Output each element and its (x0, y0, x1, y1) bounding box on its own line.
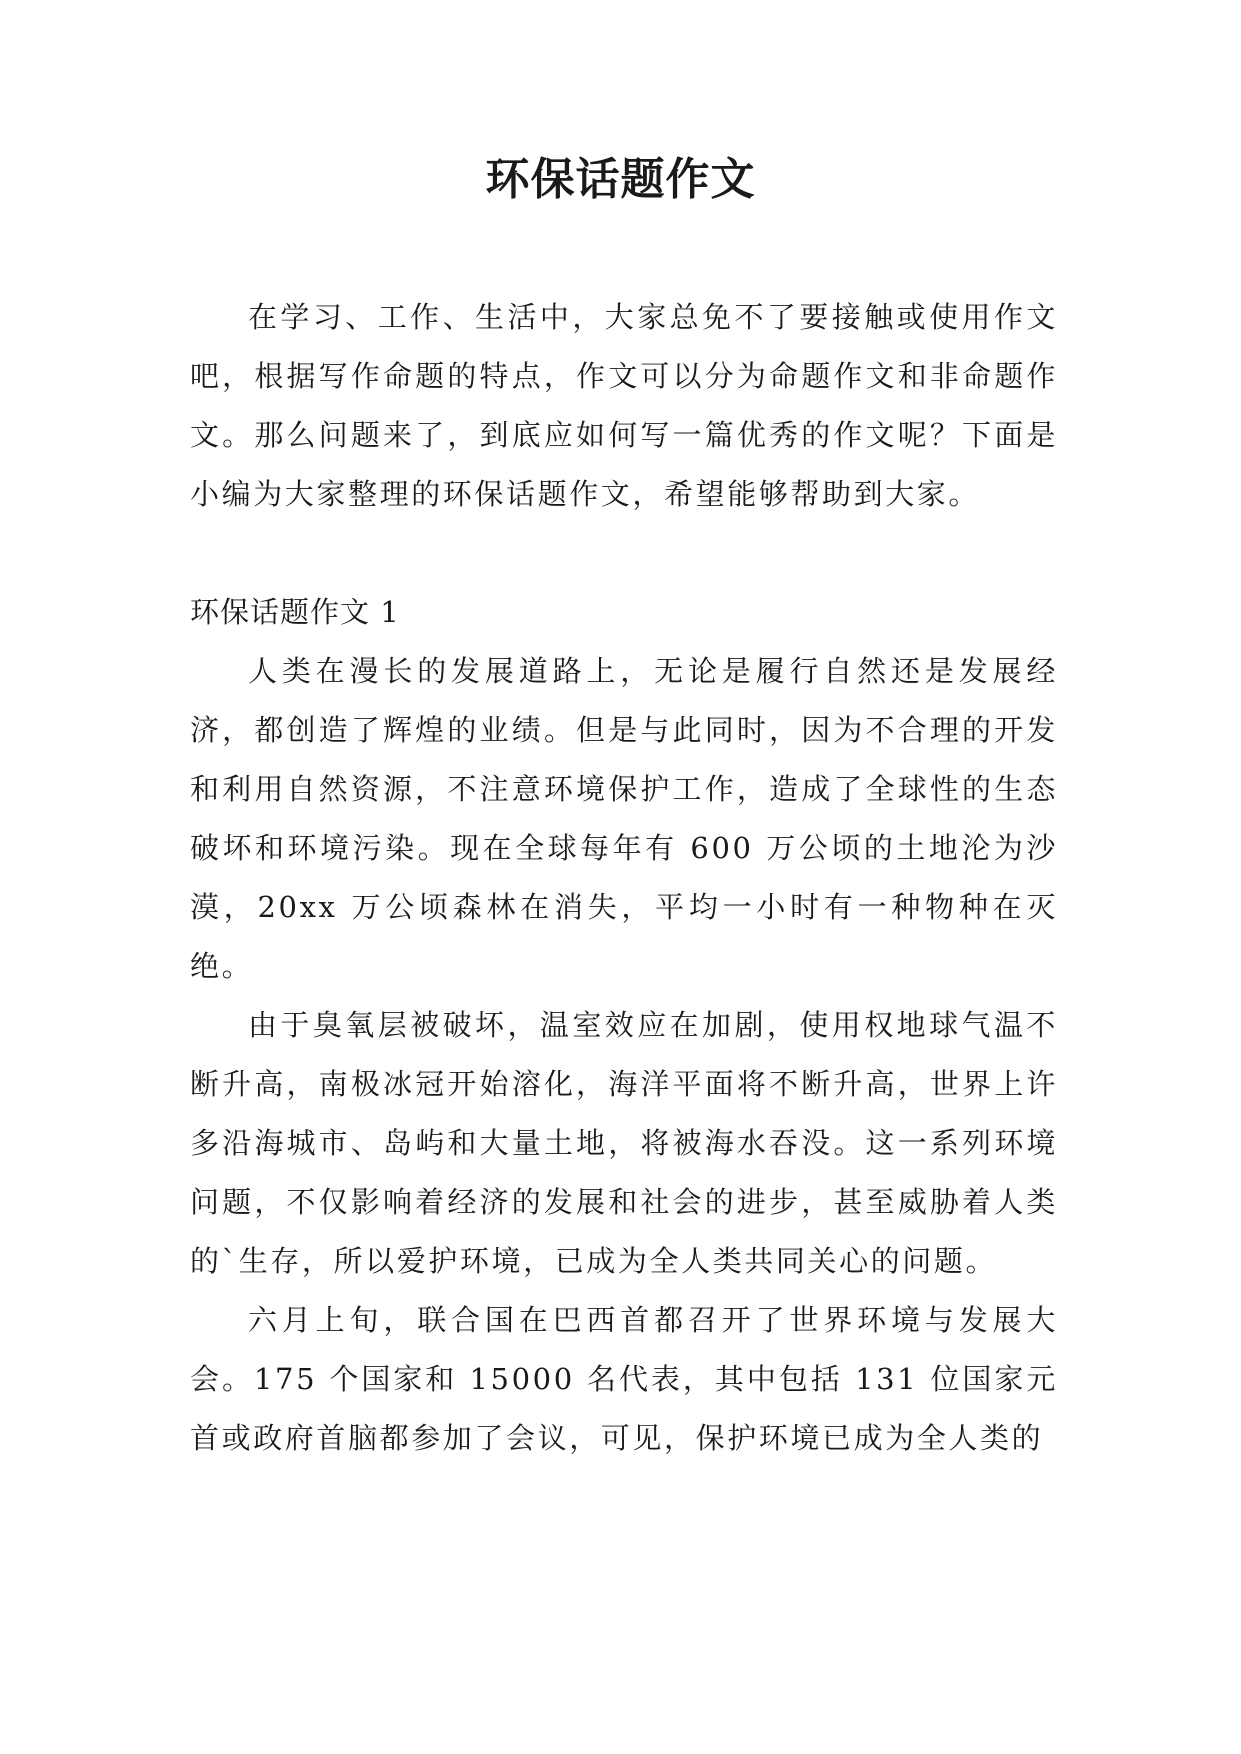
section-heading: 环保话题作文 1 (190, 595, 400, 629)
intro-paragraph: 在学习、工作、生活中，大家总免不了要接触或使用作文吧，根据写作命题的特点，作文可以分为命题作文和非命题作文。那么问题来了，到底应如何写一篇优秀的作文呢？下面是小编为大家整理的环保话题作文，希望能够帮助到大家。 (190, 300, 1058, 511)
document-title: 环保话题作文 (485, 154, 756, 205)
body-paragraph-2: 由于臭氧层被破坏，温室效应在加剧，使用权地球气温不断升高，南极冰冠开始溶化，海洋平面将不断升高，世界上许多沿海城市、岛屿和大量土地，将被海水吞没。这一系列环境问题，不仅影响着经济的发展和社会的进步，甚至威胁着人类的`生存，所以爱护环境，已成为全人类共同关心的问题。 (190, 1008, 1058, 1278)
section-spacer (190, 524, 1058, 583)
document-body (190, 288, 1058, 1468)
body-paragraph-1: 人类在漫长的发展道路上，无论是履行自然还是发展经济，都创造了辉煌的业绩。但是与此同时，因为不合理的开发和利用自然资源，不注意环境保护工作，造成了全球性的生态破坏和环境污染。现在全球每年有 600 万公顷的土地沦为沙漠，20xx 万公顷森林在消失，平均一小时有一种物种在灭绝。 (190, 654, 1058, 983)
body-paragraph-3: 六月上旬，联合国在巴西首都召开了世界环境与发展大会。175 个国家和 15000 名代表，其中包括 131 位国家元首或政府首脑都参加了会议，可见，保护环境已成为全人类的 (190, 1303, 1058, 1455)
